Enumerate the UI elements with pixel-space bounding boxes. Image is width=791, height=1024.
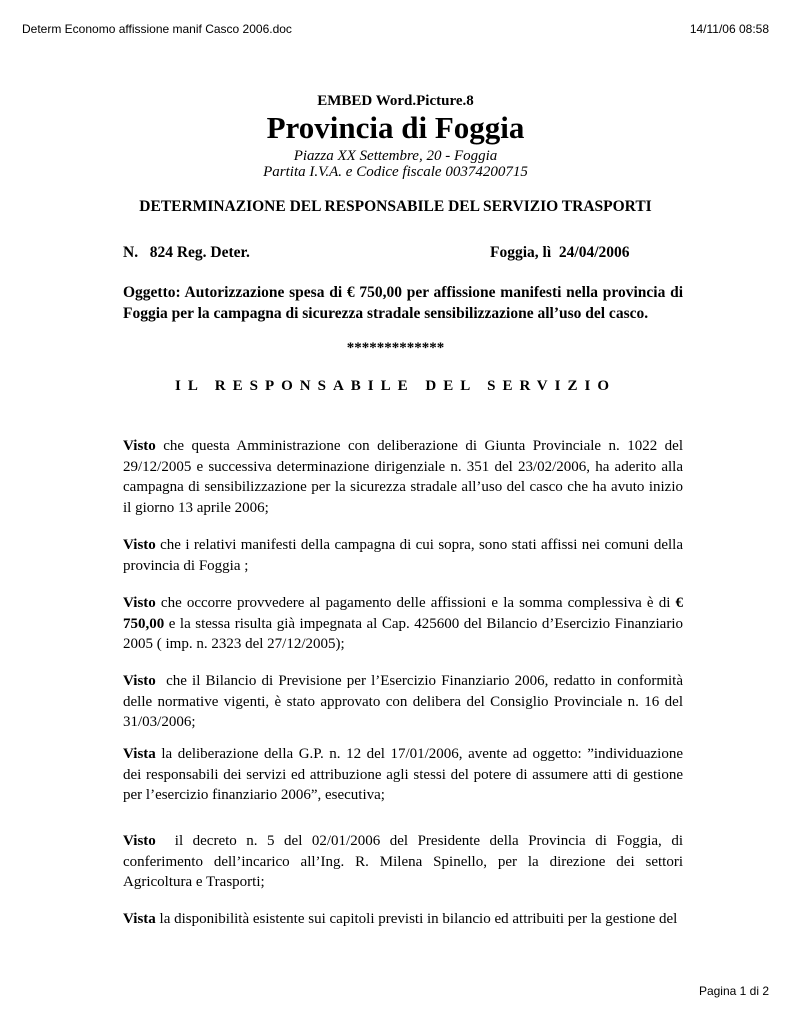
paragraph-lead: Visto [123, 438, 156, 454]
letterhead-address [0, 148, 791, 180]
paragraph-text: la deliberazione della G.P. n. 12 del 17/01/2006, avente ad oggetto: ”individuazione dei responsabili dei servizi ed attribuzione agli stessi del potere di assumere atti di gestione per l’esercizio finanziario 2006”, esecutiva; [123, 746, 683, 803]
paragraph-text: e la stessa risulta già impegnata al Cap. 425600 del Bilancio d’Esercizio Finanziario 2005 ( imp. n. 2323 del 27/12/2005); [123, 615, 683, 652]
paragraph-text: che occorre provvedere al pagamento delle affissioni e la somma complessiva è di [155, 595, 676, 611]
registration-number: N. 824 Reg. Deter. [123, 244, 250, 261]
paragraph-text: la disponibilità esistente sui capitoli previsti in bilancio ed attribuiti per la gestione del [155, 911, 678, 927]
amount: € 750,00 [123, 595, 683, 632]
paragraph-6 [123, 831, 687, 893]
paragraph-lead: Vista [123, 746, 156, 762]
paragraph-7 [123, 909, 683, 930]
page-title: Provincia di Foggia [266, 110, 525, 145]
paragraph-4 [123, 671, 687, 733]
paragraph-2 [123, 535, 683, 576]
paragraph-text: che questa Amministrazione con deliberazione di Giunta Provinciale n. 1022 del 29/12/2005 e successiva determinazione dirigenziale n. 351 del 23/02/2006, ha aderito alla campagna di sensibilizzazione per la sicurezza stradale all’uso del casco che ha avuto inizio il giorno 13 aprile 2006; [123, 438, 683, 516]
page-number: Pagina 1 di 2 [698, 984, 769, 998]
separator: ************* [346, 340, 445, 356]
paragraph-lead: Vista [123, 911, 156, 927]
print-header-datetime: 14/11/06 08:58 [689, 22, 769, 36]
embed-field: EMBED Word.Picture.8 [317, 93, 474, 109]
paragraph-5 [123, 744, 683, 806]
paragraph-text: il decreto n. 5 del 02/01/2006 del Presidente della Provincia di Foggia, di conferimento dell’incarico all’Ing. R. Milena Spinello, per la direzione dei settori Agricoltura e Trasporti; [123, 833, 687, 890]
paragraph-lead: Visto [123, 537, 156, 553]
address-line: Piazza XX Settembre, 20 - Foggia [293, 148, 498, 164]
paragraph-text: che il Bilancio di Previsione per l’Esercizio Finanziario 2006, redatto in conformità delle normative vigenti, è stato approvato con delibera del Consiglio Provinciale n. 16 del 31/03/2006; [123, 673, 687, 730]
responsible-heading: IL RESPONSABILE DEL SERVIZIO [175, 378, 616, 394]
subject: Oggetto: Autorizzazione spesa di € 750,00 per affissione manifesti nella provincia di Foggia per la campagna di sicurezza stradale sensibilizzazione all’uso del casco. [123, 284, 683, 322]
determination-heading: DETERMINAZIONE DEL RESPONSABILE DEL SERVIZIO TRASPORTI [139, 198, 652, 215]
paragraph-lead: Visto [123, 673, 156, 689]
paragraph-3 [123, 593, 683, 655]
print-header-filename: Determ Economo affissione manif Casco 2006.doc [22, 22, 292, 36]
paragraph-lead: Visto [123, 595, 156, 611]
paragraph-text: che i relativi manifesti della campagna di cui sopra, sono stati affissi nei comuni della provincia di Foggia ; [123, 537, 683, 574]
place-date: Foggia, lì 24/04/2006 [490, 244, 630, 261]
paragraph-lead: Visto [123, 833, 156, 849]
paragraph-1 [123, 436, 683, 518]
vat-line: Partita I.V.A. e Codice fiscale 00374200715 [263, 164, 528, 180]
